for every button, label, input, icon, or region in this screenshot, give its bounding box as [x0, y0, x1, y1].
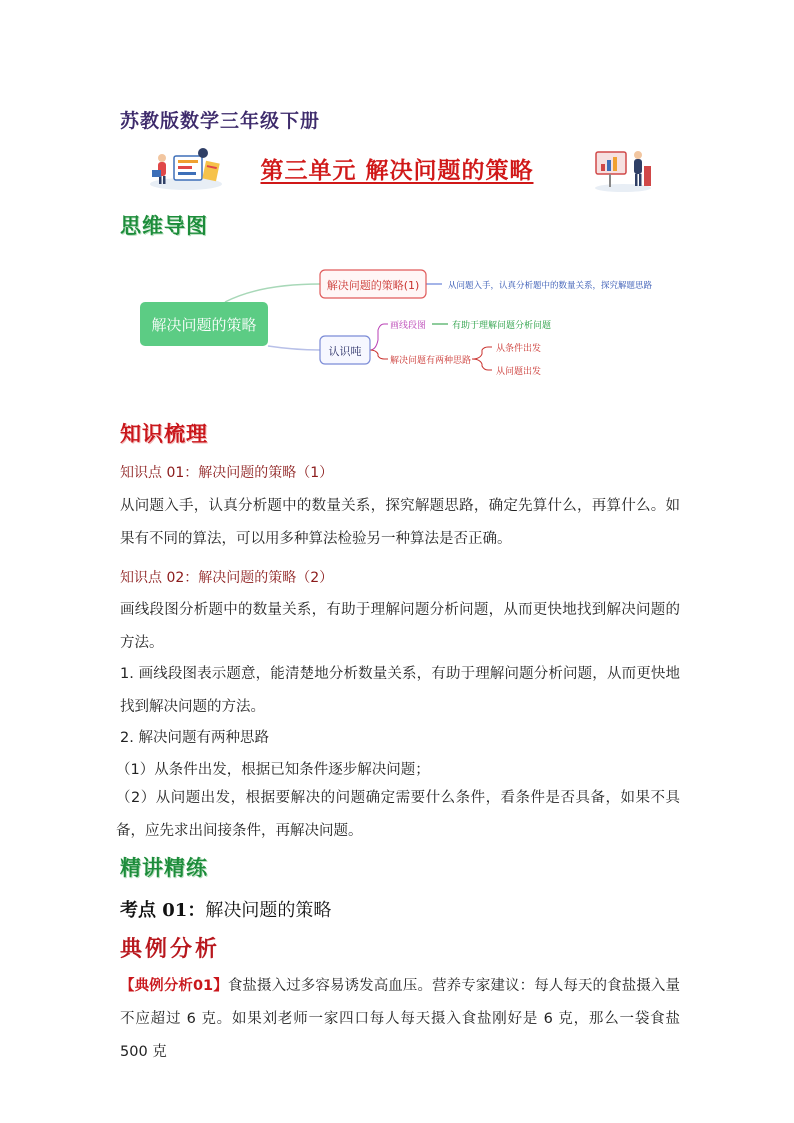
kp2-title: 知识点 02：解决问题的策略（2）	[120, 570, 334, 586]
mindmap-leaf2: 从问题出发	[496, 367, 542, 377]
mindmap-branch1-label: 解决问题的策略(1)	[326, 279, 420, 292]
practice-heading: 精讲精练	[120, 856, 208, 880]
kp2-item2-b: （2）从问题出发，根据要解决的问题确定需要什么条件，看条件是否具备，如果不具备，应先求出间接条件，再解决问题。	[116, 790, 680, 839]
knowledge-heading: 知识梳理	[120, 422, 208, 446]
kp2-item2: 2. 解决问题有两种思路	[120, 730, 269, 746]
example-text: 食盐摄入过多容易诱发高血压。营养专家建议：每人每天的食盐摄入量不应超过 6 克。如果刘老师一家四口每人每天摄入食盐刚好是 6 克，那么一袋食盐 500 克	[120, 978, 680, 1060]
kp2-item1: 1. 画线段图表示题意，能清楚地分析数量关系，有助于理解问题分析问题，从而更快地找到解决问题的方法。	[120, 666, 680, 715]
kaodian-text: 解决问题的策略	[205, 900, 332, 921]
book-title: 苏教版数学三年级下册	[120, 110, 321, 132]
mindmap-sub1-label: 画线段图	[390, 321, 427, 331]
dianli-heading: 典例分析	[120, 936, 221, 962]
example-paragraph	[120, 970, 680, 1069]
mindmap-sub1-desc: 有助于理解问题分析问题	[452, 321, 552, 331]
mindmap-heading: 思维导图	[120, 214, 208, 238]
presentation-illustration-icon	[592, 146, 654, 192]
mindmap-leaf1: 从条件出发	[496, 344, 542, 354]
mind-map	[120, 258, 680, 388]
mindmap-branch1-desc: 从问题入手，认真分析题中的数量关系，探究解题思路	[448, 281, 653, 291]
unit-title: 第三单元 解决问题的策略	[260, 158, 534, 184]
kaodian-title	[120, 896, 331, 922]
kp1-text: 从问题入手，认真分析题中的数量关系，探究解题思路，确定先算什么，再算什么。如果有不同的算法，可以用多种算法检验另一种算法是否正确。	[120, 498, 680, 547]
kp2-item2-a: （1）从条件出发，根据已知条件逐步解决问题；	[116, 762, 430, 778]
kp2-text: 画线段图分析题中的数量关系，有助于理解问题分析问题，从而更快地找到解决问题的方法。	[120, 602, 680, 651]
kaodian-number: 考点 01：	[120, 900, 206, 921]
mindmap-sub2-label: 解决问题有两种思路	[390, 356, 472, 366]
kp1-title: 知识点 01：解决问题的策略（1）	[120, 465, 334, 481]
mindmap-branch2-label: 认识吨	[328, 345, 362, 358]
mindmap-root-label: 解决问题的策略	[151, 316, 257, 334]
example-tag: 【典例分析01】	[120, 978, 228, 994]
